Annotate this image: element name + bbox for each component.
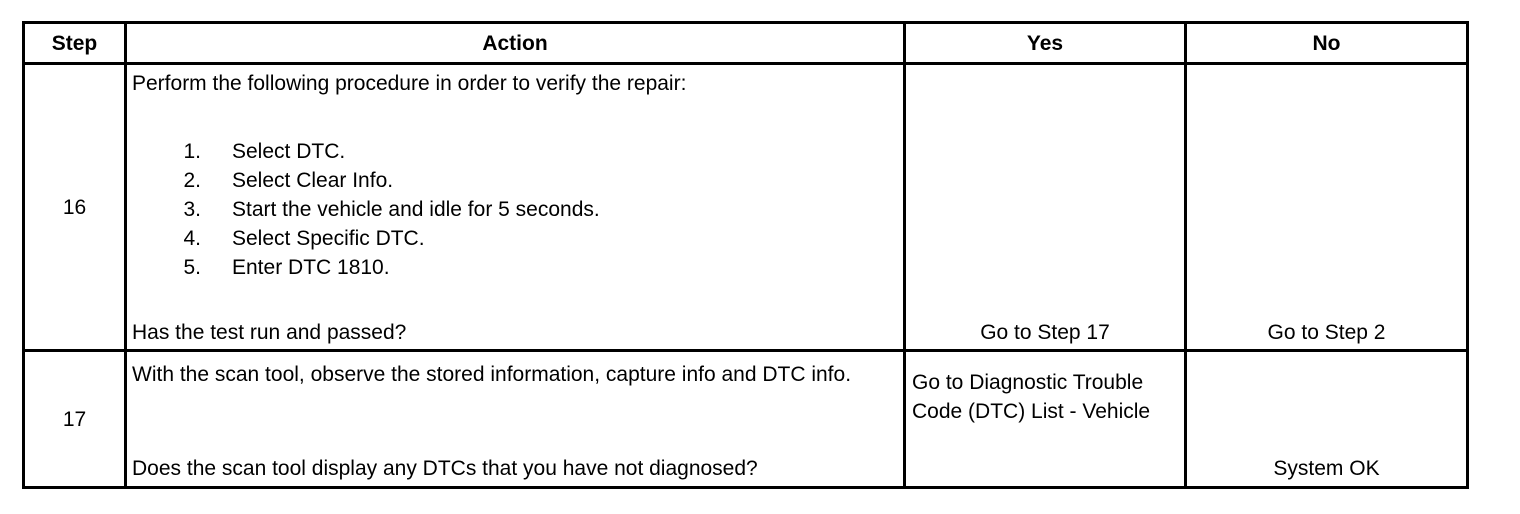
yes-result: Go to Diagnostic Trouble Code (DTC) List - Vehicle	[912, 371, 1151, 423]
header-row	[24, 23, 1468, 64]
action-question: Does the scan tool display any DTCs that you have not diagnosed?	[132, 457, 758, 480]
table-row-step-17	[24, 351, 1468, 488]
procedure-step-text: Select Clear Info.	[232, 169, 394, 192]
table-row-step-16	[24, 64, 1468, 351]
procedure-step-number: 5.	[183, 256, 201, 279]
no-cell	[1186, 351, 1468, 488]
procedure-step-text: Enter DTC 1810.	[232, 256, 390, 279]
procedure-step-number: 2.	[183, 169, 201, 192]
header-yes: Yes	[905, 23, 1186, 64]
action-intro: With the scan tool, observe the stored information, capture info and DTC info.	[132, 363, 852, 386]
procedure-step-number: 3.	[183, 198, 201, 221]
procedure-step	[132, 253, 600, 282]
action-cell	[126, 64, 905, 351]
procedure-step-text: Start the vehicle and idle for 5 seconds.	[232, 198, 600, 221]
header-step: Step	[24, 23, 126, 64]
procedure-step-number: 1.	[183, 140, 201, 163]
procedure-step	[132, 137, 600, 166]
no-cell	[1186, 64, 1468, 351]
procedure-step	[132, 224, 600, 253]
no-result: System OK	[1273, 457, 1380, 480]
procedure-step-text: Select Specific DTC.	[232, 227, 425, 250]
procedure-step	[132, 195, 600, 224]
yes-cell	[905, 64, 1186, 351]
no-result: Go to Step 2	[1267, 321, 1386, 344]
diagnostic-table	[22, 21, 1469, 489]
yes-result: Go to Step 17	[980, 321, 1110, 344]
procedure-step-text: Select DTC.	[232, 140, 346, 163]
header-action: Action	[126, 23, 905, 64]
header-no: No	[1186, 23, 1468, 64]
action-question: Has the test run and passed?	[132, 321, 407, 344]
action-cell	[126, 351, 905, 488]
procedure-step-number: 4.	[183, 227, 201, 250]
yes-cell	[905, 351, 1186, 488]
procedure-list	[132, 137, 600, 282]
step-number: 17	[24, 351, 126, 488]
action-intro: Perform the following procedure in order to verify the repair:	[132, 72, 687, 95]
procedure-step	[132, 166, 600, 195]
step-number: 16	[24, 64, 126, 351]
